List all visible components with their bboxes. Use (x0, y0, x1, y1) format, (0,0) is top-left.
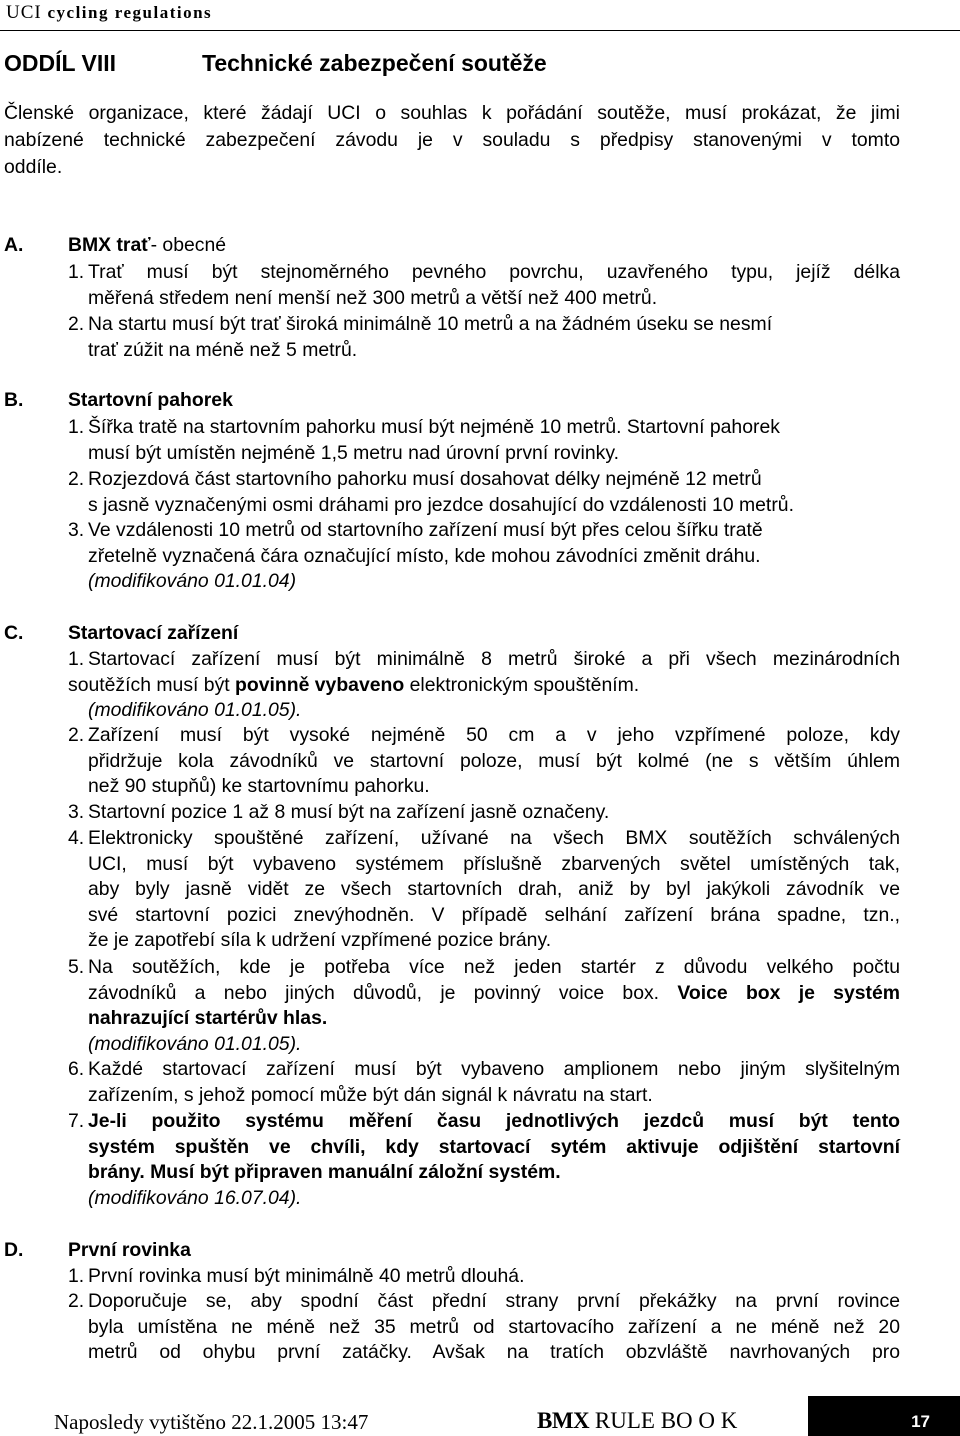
item-number: 6. (68, 1058, 85, 1080)
item-line: Na soutěžích, kde je potřeba více než jeden startér z důvodu velkého počtu (88, 956, 900, 978)
section-b-title: Startovní pahorek (68, 389, 233, 411)
item-line: měřená středem není menší než 300 metrů a větší než 400 metrů. (88, 286, 658, 309)
text-run: závodníků a nebo jiných důvodů, je povinný voice box. (88, 981, 678, 1004)
modification-note (88, 1186, 900, 1212)
item-body (88, 955, 900, 1057)
bold-run: brány. Musí být připraven manuální záložní systém. (88, 1161, 561, 1184)
item-line: Startovní pozice 1 až 8 musí být na zařízení jasně označeny. (88, 801, 610, 823)
item-number: 2. (68, 313, 85, 335)
item-line: přidržuje kola závodníků ve startovní poloze, musí být kolmé (ne s větším úhlem (88, 749, 900, 772)
note-text: (modifikováno 16.07.04). (88, 1186, 302, 1209)
item-line: Trať musí být stejnoměrného pevného povrchu, uzavřeného typu, jejíž délka (88, 261, 900, 283)
section-a-title (68, 234, 226, 257)
item-number: 1. (68, 261, 85, 283)
item-number: 2. (68, 724, 85, 746)
item-line: trať zúžit na méně než 5 metrů. (88, 338, 358, 361)
item-line: Zařízení musí být vysoké nejméně 50 cm a v jeho vzpřímené poloze, kdy (88, 724, 900, 746)
section-d-letter: D. (4, 1239, 24, 1261)
page-number: 17 (911, 1412, 930, 1431)
item-body (88, 1057, 900, 1108)
item-line (88, 1135, 900, 1161)
item-line (88, 1006, 900, 1032)
item-line: byla umístěna ne méně než 35 metrů od startovacího zařízení a ne méně než 20 (88, 1315, 900, 1338)
footer-bmx: BMX (537, 1408, 590, 1433)
item-line: Doporučuje se, aby spodní část přední strany první překážky na první rovince (88, 1290, 900, 1312)
item-body (88, 415, 900, 466)
item-body (88, 1289, 900, 1366)
item-number: 1. (68, 1265, 85, 1287)
section-a-letter: A. (4, 234, 24, 256)
section-a-title-main: BMX trať (68, 234, 151, 256)
header-uci: UCI (6, 2, 42, 23)
section-d-title: První rovinka (68, 1239, 191, 1261)
item-body (68, 647, 900, 724)
note-text: (modifikováno 01.01.05). (88, 1032, 302, 1055)
item-line: s jasně vyznačenými osmi dráhami pro jezdce dosahující do vzdálenosti 10 metrů. (88, 493, 794, 516)
item-number: 1. (68, 416, 85, 438)
item-line (88, 1160, 900, 1186)
item-line: Elektronicky spouštěné zařízení, užívané na všech BMX soutěžích schválených (88, 827, 900, 849)
item-line (68, 673, 900, 699)
item-line: UCI, musí být vybaveno systémem příslušně zbarvených světel umístěných tak, (88, 852, 900, 875)
modification-note (88, 1032, 900, 1058)
note-text: (modifikováno 01.01.05). (88, 699, 302, 722)
item-number: 1. (68, 648, 85, 670)
item-line: než 90 stupňů) ke startovnímu pahorku. (88, 775, 430, 798)
item-body (88, 518, 900, 595)
section-c-letter: C. (4, 622, 24, 644)
item-body (88, 1264, 900, 1290)
chapter-title: Technické zabezpečení soutěže (202, 50, 547, 76)
item-line: že je zapotřebí síla k udržení vzpřímené pozice brány. (88, 929, 552, 952)
item-number: 2. (68, 1290, 85, 1312)
item-body (88, 826, 900, 954)
item-line: Šířka tratě na startovním pahorku musí být nejméně 10 metrů. Startovní pahorek (88, 416, 780, 438)
item-line: Na startu musí být trať široká minimálně 10 metrů a na žádném úseku se nesmí (88, 313, 773, 335)
item-line: Každé startovací zařízení musí být vybaveno amplionem nebo jiným slyšitelným (88, 1058, 900, 1080)
text-run: soutěžích musí být (68, 673, 236, 696)
item-line: musí být umístěn nejméně 1,5 metru nad úrovní první rovinky. (88, 441, 619, 464)
footer-print-date: Naposledy vytištěno 22.1.2005 13:47 (54, 1410, 369, 1434)
item-body (88, 723, 900, 800)
header-title (6, 2, 212, 24)
section-c-title: Startovací zařízení (68, 622, 239, 644)
item-number: 4. (68, 827, 85, 849)
item-number: 3. (68, 519, 85, 541)
bold-run: nahrazující startérův hlas. (88, 1007, 328, 1030)
item-body (88, 800, 900, 826)
footer-book-title (537, 1408, 737, 1434)
item-body (88, 467, 900, 518)
intro-paragraph (4, 100, 900, 181)
text-run: elektronickým spouštěním. (404, 673, 640, 696)
intro-line: nabízené technické zabezpečení závodu je v souladu s předpisy stanovenými v tomto (4, 129, 900, 151)
header-rule (0, 30, 960, 31)
item-line: aby byly jasně vidět ze všech startovních drah, aniž by byl jakýkoli závodník ve (88, 878, 900, 901)
item-line: své startovní pozici znevýhodněn. V případě selhání zařízení brána spadne, tzn., (88, 903, 900, 926)
item-line: metrů od ohybu první zatáčky. Avšak na tratích obzvláště navrhovaných pro (88, 1341, 900, 1364)
item-number: 2. (68, 468, 85, 490)
bold-run: Voice box je systém (677, 981, 901, 1004)
bold-run: Je-li použito systému měření času jednotlivých jezdců musí být tento (88, 1110, 900, 1132)
section-b-letter: B. (4, 389, 24, 411)
item-line: Ve vzdálenosti 10 metrů od startovního zařízení musí být přes celou šířku tratě (88, 519, 763, 541)
modification-note (88, 698, 900, 724)
item-line: zařízením, s jehož pomocí může být dán signál k návratu na start. (88, 1083, 653, 1106)
modification-note (88, 569, 900, 595)
header-rest: cycling regulations (47, 3, 213, 22)
item-number: 5. (68, 956, 85, 978)
chapter-number: ODDÍL VIII (4, 50, 117, 76)
footer-rule-book: RULE BO O K (589, 1408, 738, 1433)
item-line (88, 981, 900, 1007)
bold-run: povinně vybaveno (235, 673, 405, 696)
bold-run: systém spuštěn ve chvíli, kdy startovací sytém aktivuje odjištění startovní (88, 1135, 900, 1158)
note-text: (modifikováno 01.01.04) (88, 570, 297, 593)
item-body (88, 312, 900, 363)
item-number: 7. (68, 1110, 85, 1132)
item-line: Rozjezdová část startovního pahorku musí dosahovat délky nejméně 12 metrů (88, 468, 762, 490)
section-a-title-suffix: - obecné (150, 234, 227, 256)
item-line (88, 1109, 900, 1135)
item-line: Startovací zařízení musí být minimálně 8 metrů široké a při všech mezinárodních (88, 648, 900, 670)
item-number: 3. (68, 801, 85, 823)
page-number-box (808, 1396, 960, 1436)
item-line: První rovinka musí být minimálně 40 metrů dlouhá. (88, 1265, 525, 1287)
item-body (88, 1109, 900, 1211)
item-line: zřetelně vyznačená čára označující místo, kde mohou závodníci změnit dráhu. (88, 544, 761, 567)
intro-line: oddíle. (4, 156, 63, 178)
item-body (88, 260, 900, 311)
intro-line: Členské organizace, které žádají UCI o souhlas k pořádání soutěže, musí prokázat, že jimi (4, 102, 900, 124)
